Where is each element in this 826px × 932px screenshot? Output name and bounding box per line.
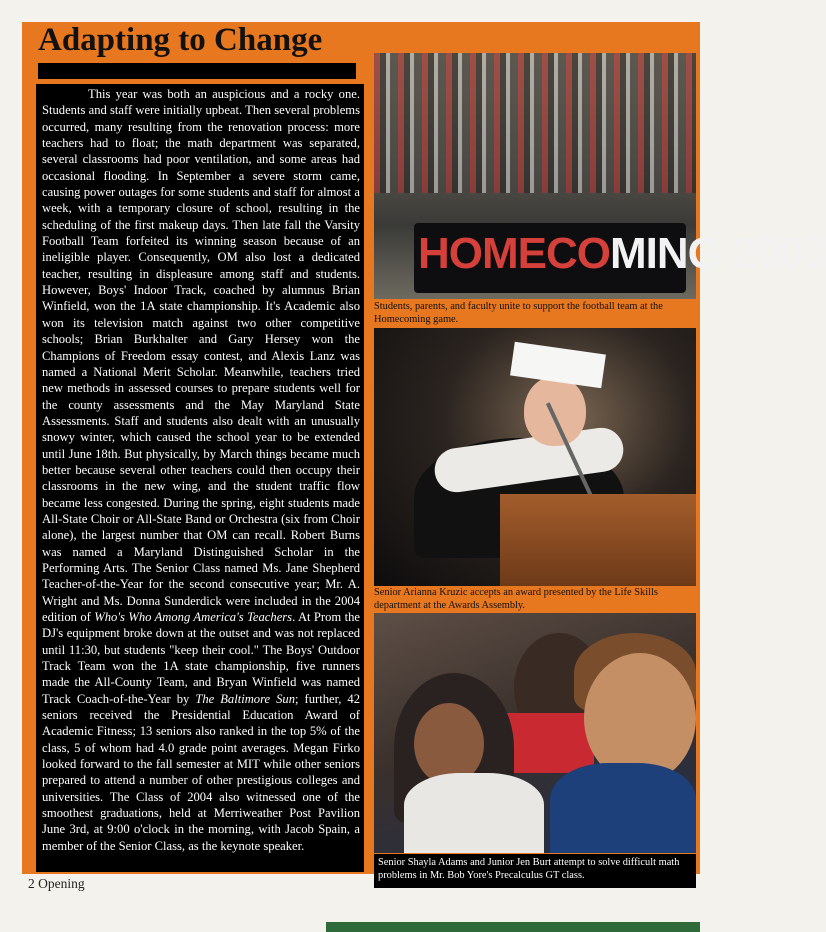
banner-text-red: HOMECO <box>418 229 610 278</box>
page-footer: 2 Opening <box>28 876 85 891</box>
caption-homecoming: Students, parents, and faculty unite to support the football team at the Homecoming game. <box>374 301 663 325</box>
homecoming-photo <box>374 53 826 299</box>
body-text-part-2: . At Prom the DJ's equipment broke down at the outset and was not replaced until 11:30, but students "keep their cool." The Boys' Outdoor Track Team won the 1A state championship, five runners made the All-County Team, and Bryan Winfield was named Track Coach-of-the-Year by <box>42 610 360 706</box>
title-underline-bar <box>38 63 356 79</box>
page-title: Adapting to Change <box>38 22 323 58</box>
podium-image <box>500 494 696 586</box>
grad-cap-image <box>510 342 606 388</box>
banner-text <box>418 229 826 279</box>
caption-math-class: Senior Shayla Adams and Junior Jen Burt attempt to solve difficult math problems in Mr. Bob Yore's Precalculus GT class. <box>374 854 696 888</box>
body-text-italic-2: The Baltimore Sun <box>195 691 296 706</box>
body-text-italic-1: Who's Who Among America's Teachers <box>94 610 293 624</box>
body-text-part-3: ; further, 42 seniors received the Presidential Education Award of Academic Fitness; 13 seniors also ranked in the top 5% of the class, 5 of whom had 4.0 grade point averages. Megan Firko looked forward to the fall semester at MIT while other seniors prepared to attend a number of other prestigious colleges and universities. The Class of 2004 also witnessed one of the smoothest graduations, held at Merriweather Post Pavilion June 3rd, at 9:00 o'clock in the morning, with Jacob Spain, a member of the Senior Class, as the keynote speaker. <box>42 691 360 853</box>
student-left-shirt <box>404 773 544 853</box>
body-text-part-1: This year was both an auspicious and a rocky one. Students and staff were initially upbeat. Then several problems occurred, many resulting from the renovation process: more teachers had to float; the math department was separated, several classrooms had poor ventilation, and some areas had occasional flooding. In September a severe storm came, causing power outages for some students and staff for almost a week, with a temporary closure of school, resulting in the scheduling of the first makeup days. Then late fall the Varsity Football Team forfeited its winning season because of an ineligible player. Consequently, OM also lost a dedicated teacher, resulting in displeasure among staff and students. However, Boys' Indoor Track, coached by alumnus Brian Winfield, won the 1A state championship. It's Academic also won its television match against two other competitive schools; Brian Burkhalter and Gary Hersey won the Champions of Freedom essay contest, and Alexis Lanz was named a National Merit Scholar. Meanwhile, teachers tried new methods in assessed courses to prepare students well for the county assessments and the May Maryland State Assessments. Staff and students also dealt with an unusually snowy winter, which caused the school year to be extended until June 18th. But physically, by March things became much better because several other teachers could then occupy their classrooms in the new wing, and the student traffic flow became less congested. During the spring, eight students made All-State Choir or All-State Band or Orchestra (six from Choir alone), the largest number that OM can recall. Robert Burns was named a Maryland Distinguished Scholar in the Performing Arts. The Senior Class named Ms. Jane Shepherd Teacher-of-the-Year for the second consecutive year; Mr. A. Wright and Ms. Donna Sunderdick were included in the 2004 edition of <box>42 87 360 624</box>
crowd-image <box>374 53 696 193</box>
body-paragraph <box>42 86 360 854</box>
caption-awards: Senior Arianna Kruzic accepts an award presented by the Life Skills department at the Awards Assembly. <box>374 587 658 611</box>
math-class-photo <box>374 613 696 853</box>
student-right-shirt <box>550 763 696 853</box>
green-strip <box>326 922 700 932</box>
body-text <box>42 86 360 854</box>
awards-photo <box>374 328 696 586</box>
face-image <box>524 376 586 446</box>
banner-text-white: MING 2003 <box>610 229 826 278</box>
